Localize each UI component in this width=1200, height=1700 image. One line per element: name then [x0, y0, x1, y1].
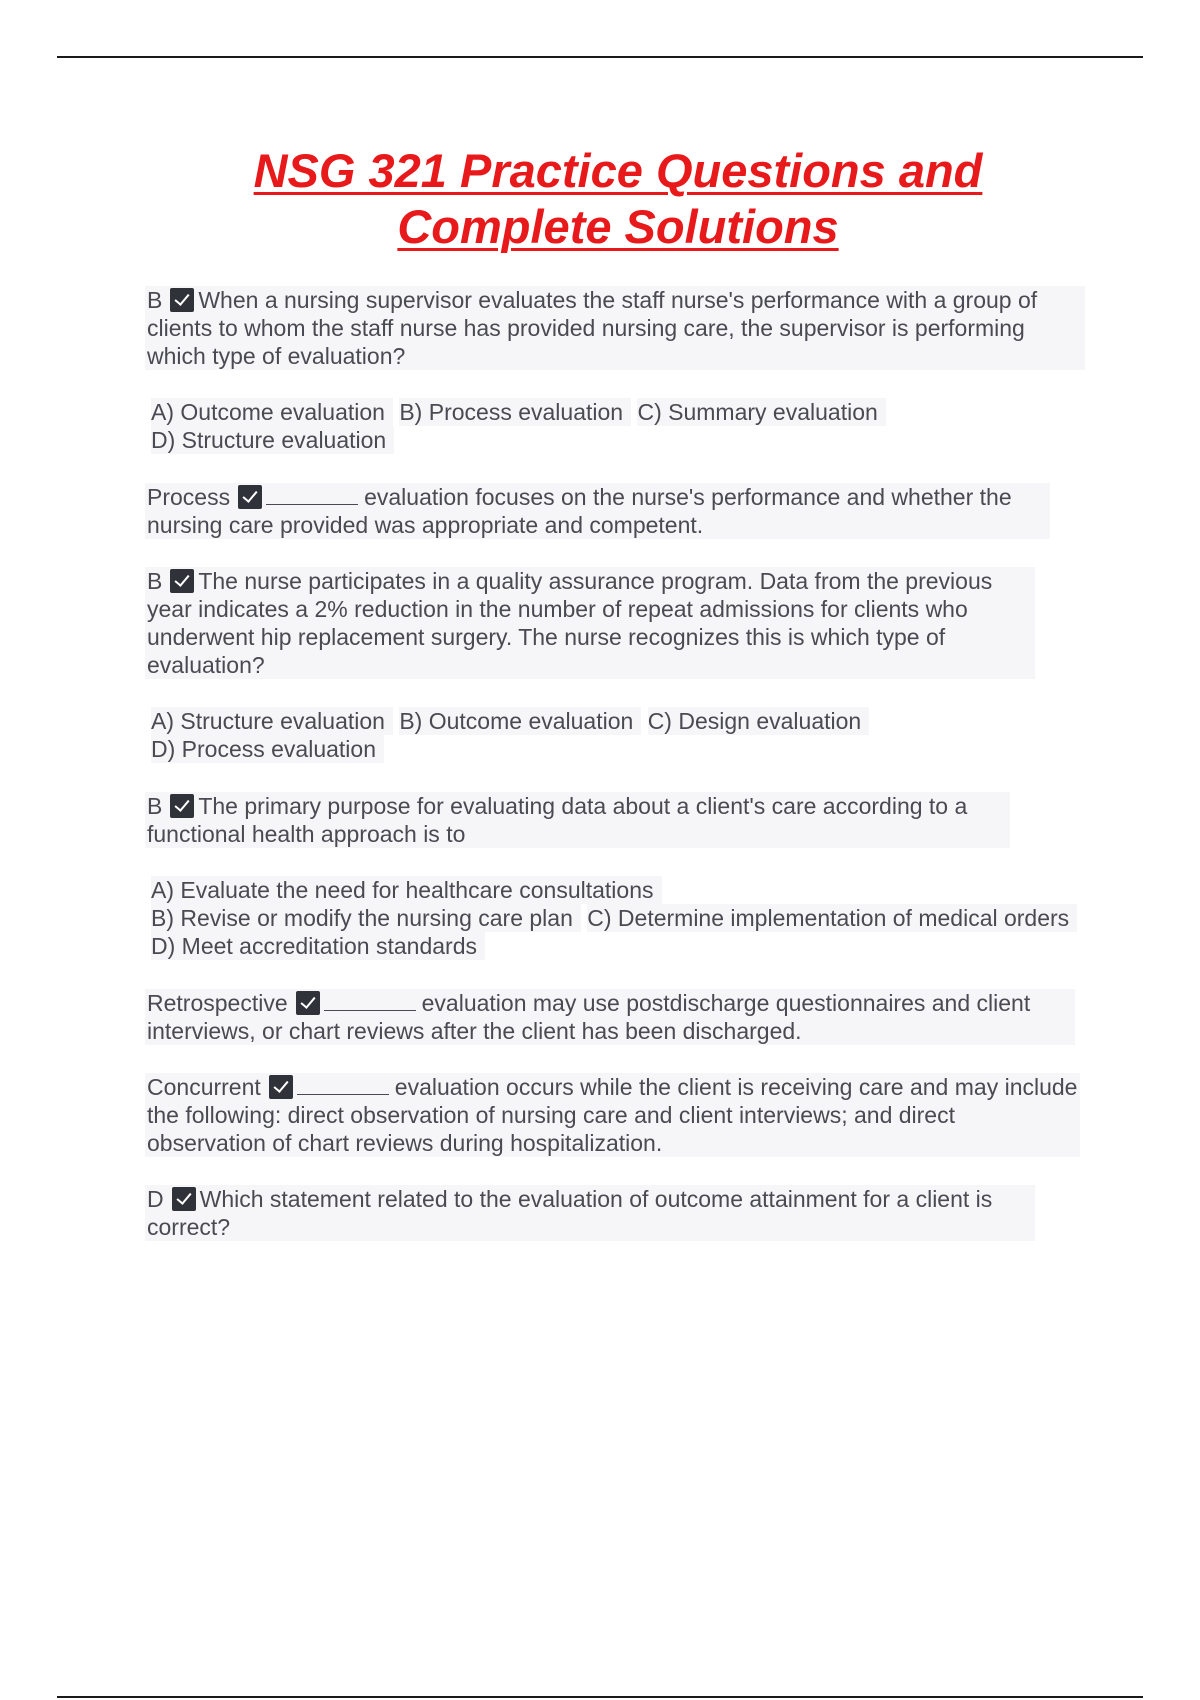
check-icon [172, 1187, 196, 1211]
question-text: Which statement related to the evaluation of outcome attainment for a client is correct? [147, 1186, 993, 1240]
check-icon [170, 569, 194, 593]
answer-label: B [147, 793, 163, 819]
options-3 [145, 876, 1085, 960]
check-icon [170, 288, 194, 312]
answer-label: B [147, 568, 163, 594]
question-text: The nurse participates in a quality assurance program. Data from the previous year indicates a 2% reduction in the number of repeat admissions for clients who underwent hip replacement surgery. The nurse recognizes this is which type of evaluation? [147, 568, 993, 678]
option: A) Structure evaluation [151, 707, 389, 735]
question-3 [145, 792, 1085, 848]
fill-in-3 [145, 1073, 1085, 1157]
statement-text: evaluation occurs while the client is receiving care and may include the following: direct observation of nursing care and client interviews; and direct observation of chart reviews during hospitalization. [147, 1074, 1078, 1156]
answer-label: D [147, 1186, 164, 1212]
option: C) Design evaluation [648, 707, 866, 735]
option: A) Evaluate the need for healthcare consultations [151, 876, 658, 904]
bottom-rule [57, 1696, 1143, 1698]
options-1 [145, 398, 1085, 454]
statement-text: evaluation may use postdischarge questionnaires and client interviews, or chart reviews after the client has been discharged. [147, 990, 1031, 1044]
question-2 [145, 567, 1085, 679]
document-body [145, 286, 1085, 1269]
question-text: The primary purpose for evaluating data about a client's care according to a functional health approach is to [147, 793, 968, 847]
option: B) Process evaluation [399, 398, 627, 426]
document-title [0, 143, 1200, 255]
top-rule [57, 56, 1143, 58]
blank-line [266, 484, 358, 505]
answer-label: Concurrent [147, 1074, 261, 1100]
option: D) Meet accreditation standards [151, 932, 481, 960]
question-1 [145, 286, 1085, 370]
answer-label: Retrospective [147, 990, 288, 1016]
check-icon [170, 794, 194, 818]
option: D) Structure evaluation [151, 426, 390, 454]
option: C) Determine implementation of medical orders [587, 904, 1073, 932]
check-icon [269, 1075, 293, 1099]
answer-label: B [147, 287, 163, 313]
option: B) Revise or modify the nursing care plan [151, 904, 577, 932]
fill-in-2 [145, 989, 1085, 1045]
blank-line [324, 990, 416, 1011]
option: C) Summary evaluation [637, 398, 881, 426]
title-line-1: NSG 321 Practice Questions and [253, 144, 983, 197]
title-line-2: Complete Solutions [397, 200, 839, 253]
option: A) Outcome evaluation [151, 398, 389, 426]
check-icon [238, 485, 262, 509]
answer-label: Process [147, 484, 231, 510]
check-icon [296, 991, 320, 1015]
question-text: When a nursing supervisor evaluates the staff nurse's performance with a group of clients to whom the staff nurse has provided nursing care, the supervisor is performing which type of evaluation? [147, 287, 1038, 369]
option: B) Outcome evaluation [399, 707, 637, 735]
question-4 [145, 1185, 1085, 1241]
options-2 [145, 707, 1085, 763]
statement-text: evaluation focuses on the nurse's performance and whether the nursing care provided was appropriate and competent. [147, 484, 1012, 538]
blank-line [297, 1074, 389, 1095]
fill-in-1 [145, 483, 1085, 539]
option: D) Process evaluation [151, 735, 380, 763]
